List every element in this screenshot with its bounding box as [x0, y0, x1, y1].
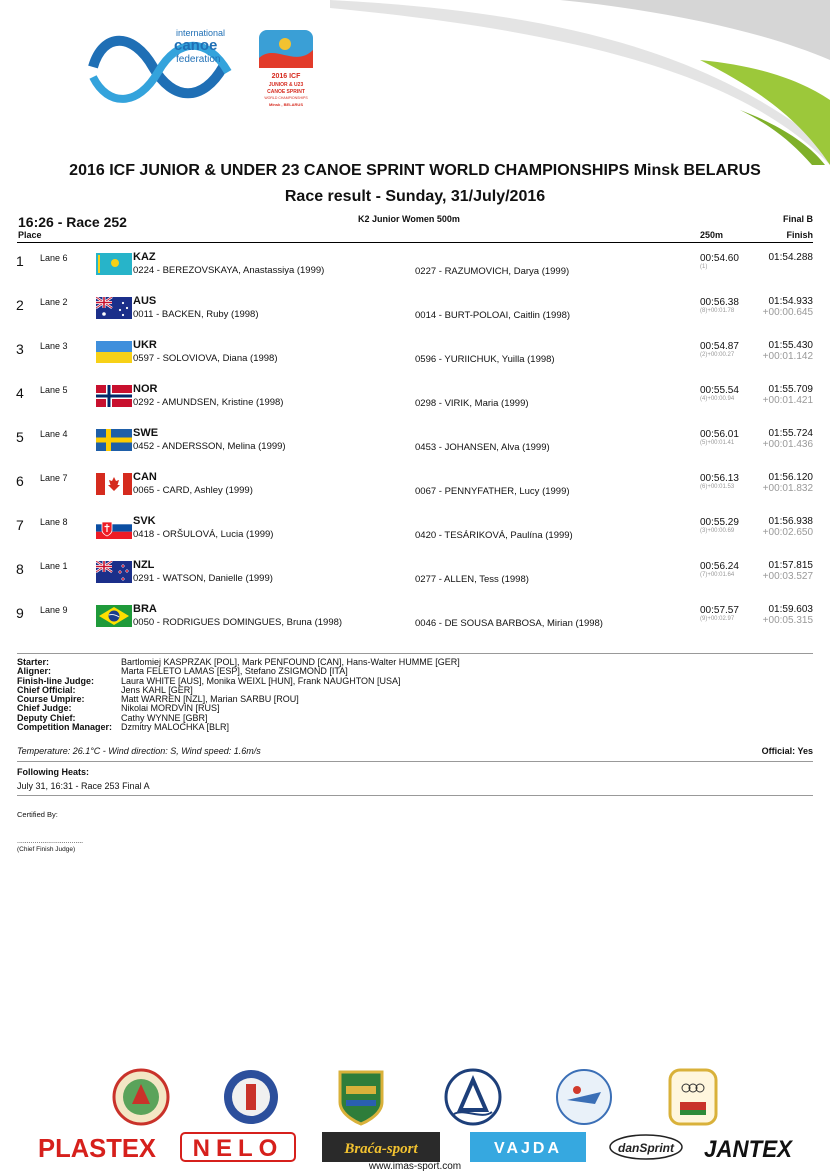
sponsor-jantex-text: JANTEX: [704, 1136, 794, 1162]
officials-list: [17, 658, 460, 732]
finish-gap: +00:01.436: [762, 439, 813, 450]
finish-gap: +00:00.645: [762, 307, 813, 318]
lane-label: Lane 6: [40, 253, 68, 263]
athlete-1: 0452 - ANDERSSON, Melina (1999): [133, 441, 286, 452]
athlete-2: 0014 - BURT-POLOAI, Caitlin (1998): [415, 310, 571, 321]
split-250m-rank: (2)+00:00.27: [700, 352, 735, 358]
race-time-number: 16:26 - Race 252: [18, 214, 127, 230]
sponsor-vajda-text: VAJDA: [493, 1140, 563, 1157]
place-number: 5: [16, 429, 24, 445]
result-row: [0, 559, 830, 603]
split-250m-time: 00:56.13: [700, 473, 739, 484]
official-line: [17, 677, 460, 686]
champ-logo-line-2: JUNIOR & U23: [268, 82, 304, 88]
official-names: Cathy WYNNE [GBR]: [121, 712, 208, 723]
lane-label: Lane 8: [40, 517, 68, 527]
finish-time: 01:55.724: [768, 428, 813, 439]
athlete-2: 0067 - PENNYFATHER, Lucy (1999): [415, 486, 570, 497]
certified-by-label: Certified By:: [17, 810, 58, 819]
place-number: 1: [16, 253, 24, 269]
athlete-1: 0597 - SOLOVIOVA, Diana (1998): [133, 353, 278, 364]
lane-label: Lane 3: [40, 341, 68, 351]
flag-nzl-icon: [96, 561, 132, 583]
following-rule: [17, 795, 813, 796]
split-250m-time: 00:56.38: [700, 297, 739, 308]
country-code: NOR: [133, 383, 158, 395]
place-number: 9: [16, 605, 24, 621]
official-status: Official: Yes: [761, 746, 813, 756]
race-phase: Final B: [782, 214, 813, 224]
split-250m-time: 00:56.01: [700, 429, 739, 440]
column-header-place: Place: [18, 230, 42, 240]
country-code: UKR: [133, 339, 157, 351]
split-250m-rank: (7)+00:01.64: [700, 572, 735, 578]
official-role: Chief Judge:: [17, 703, 72, 714]
finish-gap: +00:05.315: [762, 615, 813, 626]
finish-gap: +00:01.142: [762, 351, 813, 362]
sponsor-plastex-text: PLASTEX: [38, 1133, 157, 1162]
icf-logo: [88, 22, 248, 114]
split-250m-rank: (9)+00:02.97: [700, 616, 735, 622]
finish-time: 01:57.815: [768, 560, 813, 571]
emblem-5-icon: [555, 1068, 613, 1126]
result-row: [0, 471, 830, 515]
icf-logo-text-3: federation: [176, 54, 221, 65]
race-event: K2 Junior Women 500m: [358, 214, 460, 224]
champ-logo-line-4: WORLD CHAMPIONSHIPS: [264, 96, 308, 100]
champ-logo-line-5: Minsk , BELARUS: [268, 102, 304, 107]
split-250m-rank: (3)+00:00.69: [700, 528, 735, 534]
emblem-1-icon: [112, 1068, 170, 1126]
following-heats-label: Following Heats:: [17, 767, 89, 777]
sponsor-dansprint-text: danSprint: [618, 1141, 674, 1155]
country-code: BRA: [133, 603, 157, 615]
sponsor-braca-text: Braća-sport: [344, 1141, 418, 1157]
championship-logo: [255, 28, 317, 110]
athlete-1: 0224 - BEREZOVSKAYA, Anastassiya (1999): [133, 265, 325, 276]
place-number: 8: [16, 561, 24, 577]
lane-label: Lane 5: [40, 385, 68, 395]
country-code: CAN: [133, 471, 157, 483]
icf-logo-text-2: canoe: [174, 37, 218, 54]
athlete-1: 0011 - BACKEN, Ruby (1998): [133, 309, 259, 320]
icf-logo-text-1: international: [176, 28, 226, 38]
official-line: [17, 723, 460, 732]
country-code: NZL: [133, 559, 155, 571]
footer-website[interactable]: www.imas-sport.com: [368, 1161, 462, 1172]
finish-gap: +00:02.650: [762, 527, 813, 538]
weather-conditions: Temperature: 26.1°C - Wind direction: S, Wind speed: 1.6m/s: [17, 746, 261, 756]
result-row: [0, 339, 830, 383]
flag-bra-icon: [96, 605, 132, 627]
sponsor-nelo: [180, 1132, 296, 1162]
flag-ukr-icon: [96, 341, 132, 363]
sponsor-plastex: [36, 1132, 158, 1162]
split-250m-time: 00:55.54: [700, 385, 739, 396]
flag-swe-icon: [96, 429, 132, 451]
athlete-1: 0050 - RODRIGUES DOMINGUES, Bruna (1998): [133, 617, 343, 628]
sponsor-braca-sport: [322, 1132, 440, 1162]
athlete-1: 0418 - ORŠULOVÁ, Lucia (1999): [133, 529, 274, 540]
column-header-finish: Finish: [786, 230, 813, 240]
finish-gap: +00:03.527: [762, 571, 813, 582]
country-code: SVK: [133, 515, 156, 527]
official-role: Aligner:: [17, 666, 52, 677]
lane-label: Lane 2: [40, 297, 68, 307]
emblem-4-icon: [444, 1068, 502, 1126]
split-250m-rank: (8)+00:01.78: [700, 308, 735, 314]
finish-time: 01:55.430: [768, 340, 813, 351]
header-rule: [17, 242, 813, 243]
split-250m-time: 00:54.60: [700, 253, 739, 264]
finish-time: 01:56.120: [768, 472, 813, 483]
official-line: [17, 704, 460, 713]
conditions-rule: [17, 761, 813, 762]
flag-nor-icon: [96, 385, 132, 407]
place-number: 4: [16, 385, 24, 401]
finish-time: 01:54.933: [768, 296, 813, 307]
place-number: 3: [16, 341, 24, 357]
column-header-250m: 250m: [700, 230, 724, 240]
document-subtitle: Race result - Sunday, 31/July/2016: [284, 188, 546, 205]
athlete-1: 0292 - AMUNDSEN, Kristine (1998): [133, 397, 284, 408]
flag-aus-icon: [96, 297, 132, 319]
official-role: Finish-line Judge:: [17, 675, 95, 686]
official-names: Jens KAHL [GER]: [121, 684, 193, 695]
sponsor-nelo-text: NELO: [192, 1135, 284, 1162]
result-row: [0, 383, 830, 427]
finish-time: 01:55.709: [768, 384, 813, 395]
result-row: [0, 251, 830, 295]
official-role: Course Umpire:: [17, 694, 85, 705]
athlete-2: 0420 - TESÁRIKOVÁ, Paulína (1999): [415, 530, 573, 541]
split-250m-time: 00:55.29: [700, 517, 739, 528]
athlete-1: 0291 - WATSON, Danielle (1999): [133, 573, 273, 584]
split-250m-time: 00:54.87: [700, 341, 739, 352]
following-heat-item: July 31, 16:31 - Race 253 Final A: [17, 781, 150, 791]
official-names: Marta FELETO LAMAS [ESP], Stefano ZSIGMOND [ITA]: [121, 666, 348, 677]
result-row: [0, 603, 830, 647]
finish-gap: +00:01.832: [762, 483, 813, 494]
result-row: [0, 295, 830, 339]
lane-label: Lane 9: [40, 605, 68, 615]
split-250m-time: 00:56.24: [700, 561, 739, 572]
athlete-2: 0046 - DE SOUSA BARBOSA, Mirian (1998): [415, 618, 603, 629]
official-names: Matt WARREN [NZL], Marian SARBU [ROU]: [121, 694, 299, 705]
official-names: Laura WHITE [AUS], Monika WEIXL [HUN], Frank NAUGHTON [USA]: [121, 675, 401, 686]
place-number: 2: [16, 297, 24, 313]
official-names: Dzmitry MALOCHKA [BLR]: [121, 722, 230, 733]
lane-label: Lane 1: [40, 561, 68, 571]
athlete-2: 0227 - RAZUMOVICH, Darya (1999): [415, 266, 570, 277]
country-code: SWE: [133, 427, 159, 439]
split-250m-rank: (5)+00:01.41: [700, 440, 735, 446]
result-row: [0, 427, 830, 471]
official-names: Nikolai MORDVIN [RUS]: [121, 703, 220, 714]
sponsor-vajda: [470, 1132, 586, 1162]
athlete-1: 0065 - CARD, Ashley (1999): [133, 485, 253, 496]
document-title: 2016 ICF JUNIOR & UNDER 23 CANOE SPRINT WORLD CHAMPIONSHIPS Minsk BELARUS: [69, 162, 761, 179]
official-names: Bartlomiej KASPRZAK [POL], Mark PENFOUND [CAN], Hans-Walter HUMME [GER]: [121, 657, 460, 667]
finish-time: 01:54.288: [768, 252, 813, 263]
flag-svk-icon: [96, 517, 132, 539]
signature-role: (Chief Finish Judge): [17, 846, 76, 853]
emblem-3-icon: [332, 1068, 390, 1126]
official-role: Competition Manager:: [17, 722, 113, 733]
athlete-2: 0298 - VIRIK, Maria (1999): [415, 398, 529, 409]
country-code: KAZ: [133, 251, 156, 263]
place-number: 6: [16, 473, 24, 489]
official-role: Starter:: [17, 657, 50, 667]
flag-kaz-icon: [96, 253, 132, 275]
result-row: [0, 515, 830, 559]
signature-line: ..................................: [17, 838, 84, 845]
finish-gap: +00:01.421: [762, 395, 813, 406]
finish-time: 01:56.938: [768, 516, 813, 527]
split-250m-time: 00:57.57: [700, 605, 739, 616]
official-role: Deputy Chief:: [17, 712, 76, 723]
flag-can-icon: [96, 473, 132, 495]
official-line: [17, 695, 460, 704]
split-250m-rank: (6)+00:01.53: [700, 484, 735, 490]
country-code: AUS: [133, 295, 157, 307]
officials-rule: [17, 653, 813, 654]
finish-time: 01:59.603: [768, 604, 813, 615]
split-250m-rank: (4)+00:00.94: [700, 396, 735, 402]
split-250m-rank: (1): [700, 264, 708, 270]
lane-label: Lane 7: [40, 473, 68, 483]
official-role: Chief Official:: [17, 684, 76, 695]
athlete-2: 0453 - JOHANSEN, Alva (1999): [415, 442, 550, 453]
athlete-2: 0596 - YURIICHUK, Yuilla (1998): [415, 354, 555, 365]
place-number: 7: [16, 517, 24, 533]
champ-logo-line-3: CANOE SPRINT: [267, 89, 305, 95]
sponsor-dansprint: [608, 1132, 684, 1162]
lane-label: Lane 4: [40, 429, 68, 439]
emblem-6-icon: [664, 1068, 722, 1126]
athlete-2: 0277 - ALLEN, Tess (1998): [415, 574, 529, 585]
champ-logo-line-1: 2016 ICF: [271, 73, 301, 80]
emblem-2-icon: [222, 1068, 280, 1126]
sponsor-jantex: [702, 1132, 794, 1162]
